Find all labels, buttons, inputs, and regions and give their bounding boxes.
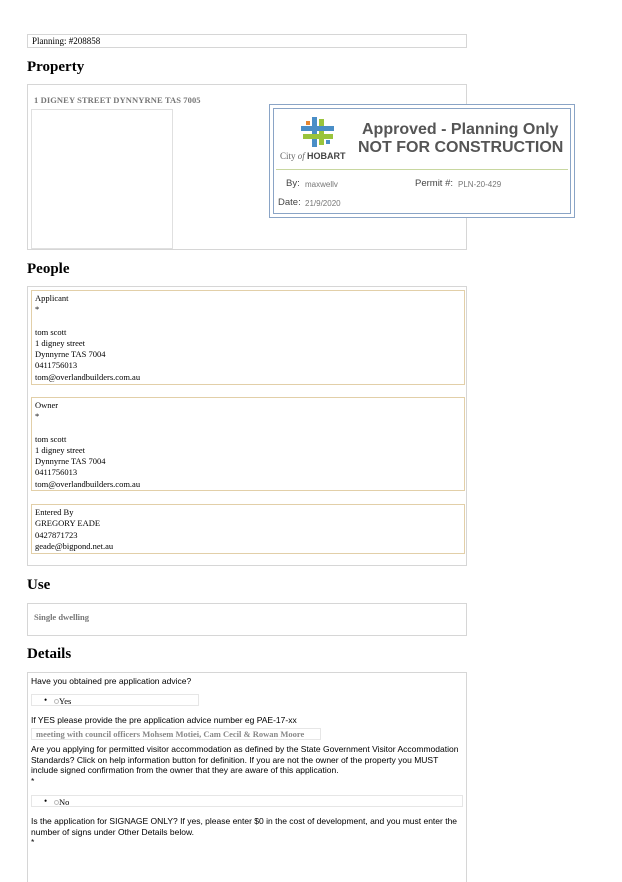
applicant-phone: 0411756013 [35,360,78,371]
property-map-image [31,109,173,249]
entered-by-phone: 0427871723 [35,529,78,540]
answer-pre-application-advice [31,694,199,706]
answer-text: Yes [59,696,72,706]
stamp-divider [276,169,568,170]
applicant-street: 1 digney street [35,337,86,348]
entered-by-card [31,504,465,554]
required-marker: * [31,775,35,786]
stamp-date-label: Date: [278,197,301,208]
applicant-required-marker: * [35,304,40,315]
people-heading: People [27,261,70,277]
city-of-hobart-logo-icon [298,115,338,151]
required-marker: * [31,837,35,847]
question-advice-number: If YES please provide the pre application advice number eg PAE-17-xx [31,715,297,725]
owner-email: tom@overlandbuilders.com.au [35,478,141,489]
entered-by-name: GREGORY EADE [35,518,101,529]
spacer [35,316,461,327]
applicant-role: Applicant [35,293,69,303]
spacer [35,423,461,434]
owner-phone: 0411756013 [35,467,78,478]
stamp-title-approved: Approved - Planning Only [362,121,559,138]
question-signage-only [31,816,465,848]
applicant-name: tom scott [35,326,67,337]
question-text: Is the application for SIGNAGE ONLY? If yes, please enter $0 in the cost of development, and you must enter the number of signs under Other Details below. [31,816,458,837]
question-pre-application-advice: Have you obtained pre application advice? [31,676,192,686]
owner-card [31,397,465,491]
stamp-date-value: 21/9/2020 [305,199,341,208]
entered-by-email: geade@bigpond.net.au [35,540,114,551]
owner-street: 1 digney street [35,444,86,455]
stamp-title-not-for-construction: NOT FOR CONSTRUCTION [358,139,564,156]
use-value: Single dwelling [34,612,90,622]
logo-word-city: City [280,151,296,161]
logo-word-of: of [297,151,305,161]
answer-visitor-accommodation [31,795,463,807]
stamp-permit-label: Permit #: [415,178,454,189]
property-address: 1 DIGNEY STREET DYNNYRNE TAS 7005 [34,95,201,105]
question-visitor-accommodation [31,744,465,786]
applicant-suburb: Dynnyrne TAS 7004 [35,349,106,360]
stamp-by-value: maxwellv [305,180,338,189]
answer-advice-number: meeting with council officers Mohsem Motiei, Cam Cecil & Rowan Moore [31,728,321,740]
applicant-card [31,290,465,385]
property-heading: Property [27,59,85,75]
logo-word-hobart: HOBART [307,151,346,161]
details-heading: Details [27,646,72,662]
entered-by-role: Entered By [35,507,74,517]
planning-number: Planning: #208858 [27,34,467,48]
answer-text: No [59,797,70,807]
stamp-by-label: By: [286,178,300,189]
approval-stamp [269,104,575,218]
details-panel [27,672,467,882]
owner-suburb: Dynnyrne TAS 7004 [35,456,106,467]
list-bullet: • [44,796,48,806]
owner-role: Owner [35,400,59,410]
stamp-permit-value: PLN-20-429 [458,180,502,189]
owner-name: tom scott [35,433,67,444]
people-panel [27,286,467,566]
use-heading: Use [27,577,51,593]
use-panel [27,603,467,636]
question-text: Are you applying for permitted visitor accommodation as defined by the State Government Visitor Accommodation Standards? Click on help information button for definition. If you are not the owner of the property you MUST include signed confirmation from the owner that they are aware of this application. [31,744,459,775]
owner-required-marker: * [35,411,40,422]
city-of-hobart-wordmark [280,151,346,161]
applicant-email: tom@overlandbuilders.com.au [35,371,141,382]
list-bullet: • [44,695,48,705]
